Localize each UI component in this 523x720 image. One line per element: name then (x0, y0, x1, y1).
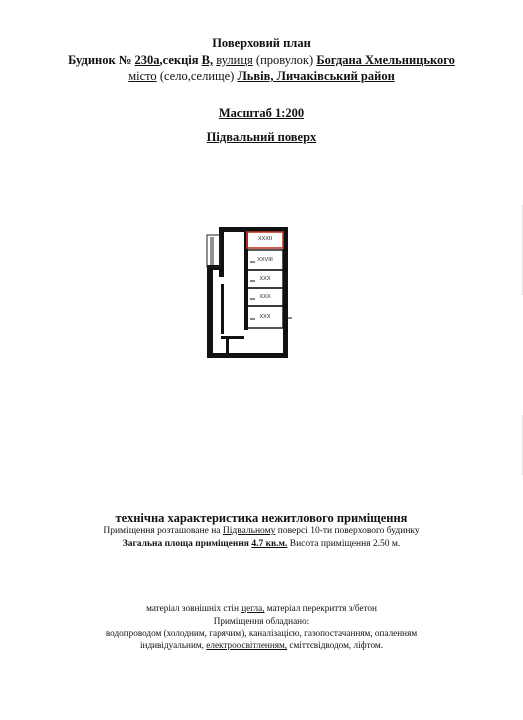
equipment-electric: електроосвітленням, (206, 640, 288, 650)
location-prefix: Приміщення розташоване на (103, 526, 221, 536)
walls-value: цегла, (241, 603, 265, 613)
location-suffix: поверсі 10-ти поверхового будинку (277, 526, 420, 536)
area-line (0, 539, 523, 549)
area-label: Загальна площа приміщення (122, 539, 249, 549)
location-line (0, 526, 523, 536)
equipment-line-1: водопроводом (холодним, гарячим), каналізацією, газопостачанням, опаленням (105, 628, 418, 638)
street-label: вулиця (216, 53, 253, 67)
floor-slab: матеріал перекриття з/бетон (266, 603, 377, 613)
city-label-alt: (село,селище) (159, 69, 235, 83)
scale-label: Масштаб 1:200 (218, 106, 305, 120)
section-label: ,секція (159, 53, 199, 67)
walls-label: матеріал зовнішніх стін (146, 603, 239, 613)
building-number: 230а (134, 53, 160, 67)
section-value: В, (201, 53, 214, 67)
characteristics-heading: технічна характеристика нежитлового приміщення (115, 511, 408, 525)
materials-line (0, 603, 523, 613)
floor-label: Підвальний поверх (206, 130, 317, 144)
equipment-line-2 (0, 640, 523, 650)
room-number: XXXII (257, 236, 273, 242)
city-label: місто (128, 69, 157, 83)
building-prefix: Будинок № (68, 53, 132, 67)
area-value: 4.7 кв.м. (251, 539, 288, 549)
room-number: XXX (259, 294, 271, 300)
equipment-rest: сміттєвідводом, ліфтом. (289, 640, 383, 650)
corridor-walls (221, 230, 248, 354)
street-label-alt: (провулок) (255, 53, 314, 67)
room-number: XXX (259, 276, 271, 282)
room-number: XXVIII (257, 257, 273, 263)
plan-title: Поверховий план (212, 36, 311, 50)
street-name: Богдана Хмельницького (316, 53, 455, 67)
height-text: Висота приміщення 2.50 м. (289, 539, 401, 549)
equipped-title: Приміщення обладнано: (213, 616, 310, 626)
room-number: XXX (259, 314, 271, 320)
stair-outline (207, 235, 220, 267)
city-name: Львів, Личаківський район (237, 69, 395, 83)
equipment-heating-type: індивідуальним, (140, 640, 204, 650)
location-floor: Підвальному (222, 526, 276, 536)
